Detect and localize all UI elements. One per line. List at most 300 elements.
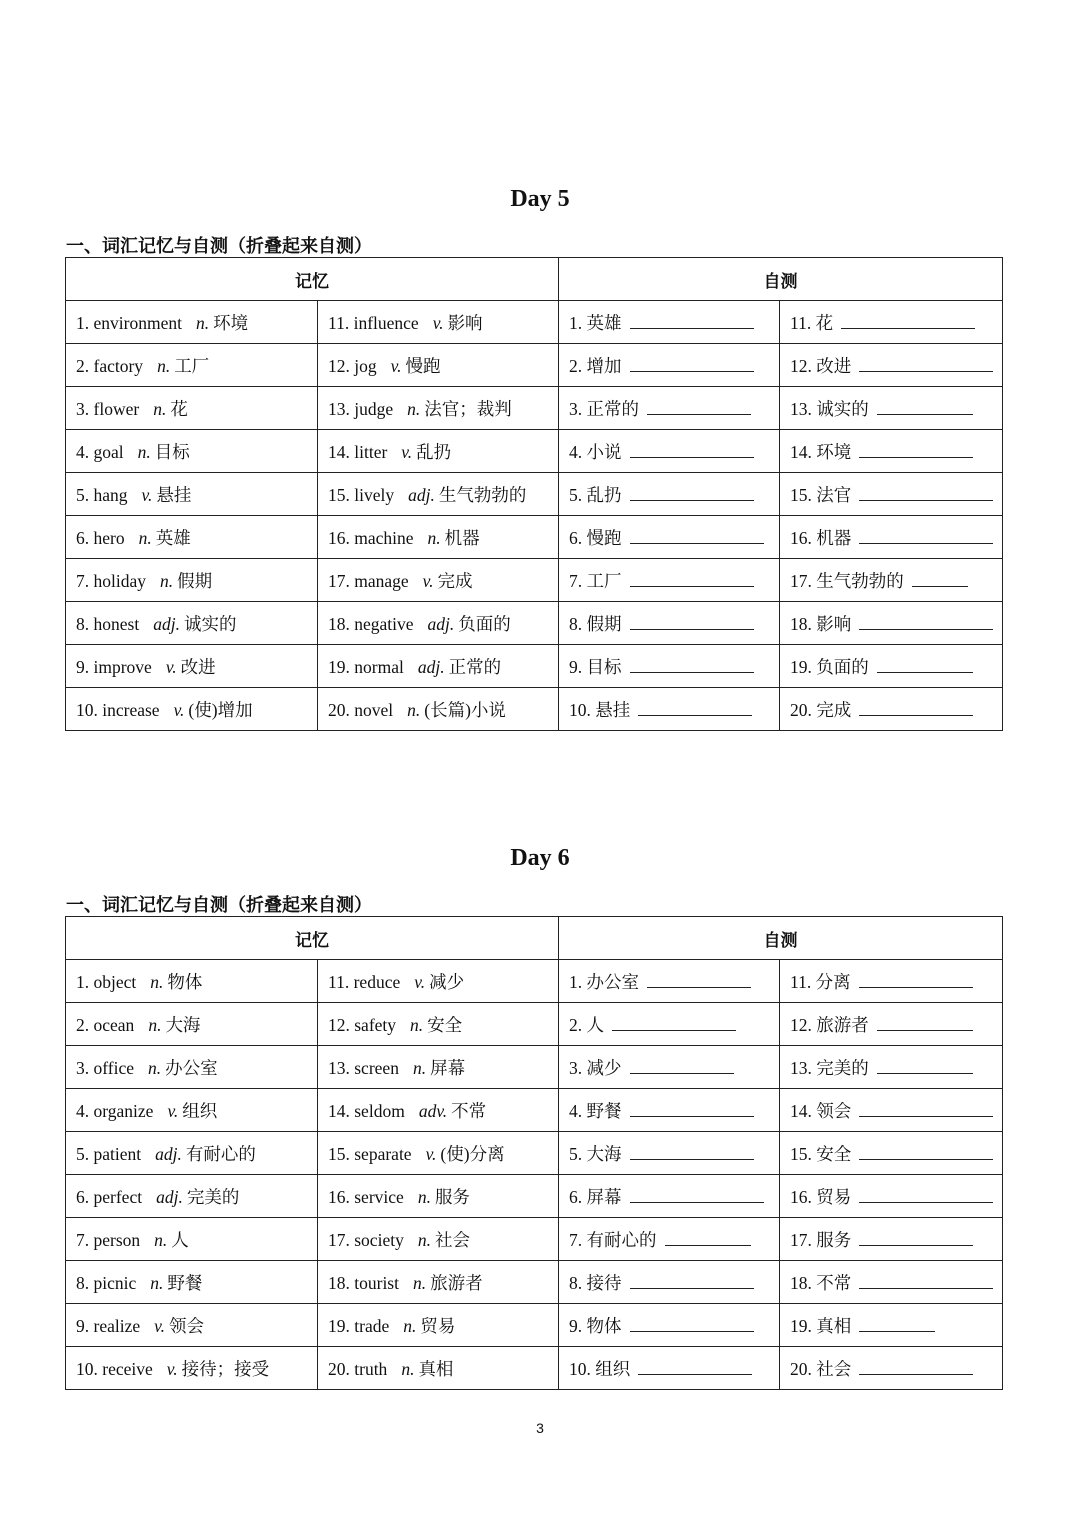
part-of-speech: v. bbox=[167, 1100, 179, 1121]
memory-cell bbox=[318, 516, 559, 559]
vocab-meaning: 服务 bbox=[434, 1186, 470, 1207]
memory-cell bbox=[66, 1046, 318, 1089]
part-of-speech: v. bbox=[166, 1358, 178, 1379]
self-test-prompt: 6. 慢跑 bbox=[569, 527, 622, 548]
self-test-cell bbox=[559, 1003, 780, 1046]
table-row bbox=[66, 1175, 1003, 1218]
self-test-prompt: 13. 完美的 bbox=[790, 1057, 869, 1078]
vocab-meaning: 法官；裁判 bbox=[424, 398, 512, 419]
self-test-prompt: 1. 英雄 bbox=[569, 312, 622, 333]
self-test-cell bbox=[780, 960, 1003, 1003]
self-test-prompt: 2. 增加 bbox=[569, 355, 622, 376]
answer-blank[interactable] bbox=[630, 312, 754, 329]
part-of-speech: n. bbox=[150, 1272, 164, 1293]
memory-cell bbox=[318, 301, 559, 344]
self-test-prompt: 1. 办公室 bbox=[569, 971, 639, 992]
answer-blank[interactable] bbox=[859, 1229, 973, 1246]
memory-cell bbox=[66, 1132, 318, 1175]
vocab-meaning: 屏幕 bbox=[430, 1057, 466, 1078]
self-test-prompt: 4. 小说 bbox=[569, 441, 622, 462]
answer-blank[interactable] bbox=[630, 527, 764, 544]
self-test-cell bbox=[559, 1046, 780, 1089]
table-row bbox=[66, 602, 1003, 645]
part-of-speech: v. bbox=[414, 971, 426, 992]
memory-cell bbox=[66, 1304, 318, 1347]
self-test-prompt: 5. 大海 bbox=[569, 1143, 622, 1164]
memory-cell bbox=[318, 387, 559, 430]
part-of-speech: n. bbox=[407, 699, 421, 720]
vocab-word: 6. hero bbox=[76, 527, 125, 548]
memory-cell bbox=[318, 1261, 559, 1304]
memory-cell bbox=[66, 516, 318, 559]
answer-blank[interactable] bbox=[665, 1229, 751, 1246]
part-of-speech: v. bbox=[401, 441, 413, 462]
vocab-meaning: 工厂 bbox=[174, 355, 210, 376]
vocab-meaning: 贸易 bbox=[420, 1315, 456, 1336]
self-test-prompt: 8. 假期 bbox=[569, 613, 622, 634]
answer-blank[interactable] bbox=[612, 1014, 736, 1031]
vocab-word: 17. society bbox=[328, 1229, 404, 1250]
self-test-prompt: 13. 诚实的 bbox=[790, 398, 869, 419]
vocab-meaning: 悬挂 bbox=[156, 484, 192, 505]
self-test-cell bbox=[780, 1304, 1003, 1347]
answer-blank[interactable] bbox=[877, 398, 973, 415]
vocab-word: 2. factory bbox=[76, 355, 144, 376]
vocab-word: 6. perfect bbox=[76, 1186, 143, 1207]
table-header-row bbox=[66, 258, 1003, 301]
self-test-prompt: 6. 屏幕 bbox=[569, 1186, 622, 1207]
memory-cell bbox=[66, 1003, 318, 1046]
vocab-meaning: 乱扔 bbox=[416, 441, 452, 462]
self-test-prompt: 12. 旅游者 bbox=[790, 1014, 869, 1035]
vocab-meaning: 假期 bbox=[177, 570, 213, 591]
self-test-prompt: 20. 社会 bbox=[790, 1358, 852, 1379]
vocab-meaning: 大海 bbox=[165, 1014, 201, 1035]
answer-blank[interactable] bbox=[638, 1358, 752, 1375]
page-number: 3 bbox=[536, 1420, 544, 1436]
answer-blank[interactable] bbox=[630, 1100, 754, 1117]
table-row bbox=[66, 1261, 1003, 1304]
table-row bbox=[66, 645, 1003, 688]
memory-cell bbox=[318, 1304, 559, 1347]
answer-blank[interactable] bbox=[859, 699, 973, 716]
memory-cell bbox=[66, 960, 318, 1003]
part-of-speech: n. bbox=[157, 355, 171, 376]
part-of-speech: adj. bbox=[417, 656, 445, 677]
answer-blank[interactable] bbox=[859, 1358, 973, 1375]
vocab-word: 12. jog bbox=[328, 355, 377, 376]
self-test-prompt: 14. 领会 bbox=[790, 1100, 852, 1121]
part-of-speech: n. bbox=[154, 1229, 168, 1250]
answer-blank[interactable] bbox=[630, 1057, 734, 1074]
part-of-speech: v. bbox=[141, 484, 153, 505]
answer-blank[interactable] bbox=[859, 1100, 993, 1117]
vocab-meaning: 诚实的 bbox=[183, 613, 237, 634]
part-of-speech: n. bbox=[412, 1057, 427, 1078]
self-test-cell bbox=[780, 1046, 1003, 1089]
vocab-word: 1. object bbox=[76, 971, 137, 992]
test-header: 自测 bbox=[559, 917, 1003, 960]
self-test-cell bbox=[559, 1175, 780, 1218]
self-test-cell bbox=[780, 430, 1003, 473]
vocab-meaning: 组织 bbox=[182, 1100, 218, 1121]
vocab-word: 14. seldom bbox=[328, 1100, 405, 1121]
part-of-speech: adj. bbox=[153, 613, 180, 634]
table-row bbox=[66, 473, 1003, 516]
memory-header: 记忆 bbox=[66, 258, 559, 301]
vocab-word: 5. hang bbox=[76, 484, 128, 505]
table-row bbox=[66, 1046, 1003, 1089]
part-of-speech: v. bbox=[422, 570, 434, 591]
answer-blank[interactable] bbox=[859, 1186, 993, 1203]
table-row bbox=[66, 1132, 1003, 1175]
part-of-speech: n. bbox=[148, 1057, 162, 1078]
self-test-prompt: 14. 环境 bbox=[790, 441, 852, 462]
memory-cell bbox=[66, 344, 318, 387]
memory-cell bbox=[318, 960, 559, 1003]
self-test-cell bbox=[780, 1089, 1003, 1132]
day-6-vocab-table bbox=[65, 916, 1003, 1390]
self-test-cell bbox=[780, 1347, 1003, 1390]
answer-blank[interactable] bbox=[630, 656, 754, 673]
day-6-section-heading: 一、词汇记忆与自测（折叠起来自测） bbox=[66, 895, 372, 916]
vocab-word: 18. negative bbox=[328, 613, 414, 634]
answer-blank[interactable] bbox=[859, 971, 973, 988]
part-of-speech: n. bbox=[148, 1014, 162, 1035]
self-test-prompt: 2. 人 bbox=[569, 1014, 604, 1035]
vocab-meaning: 花 bbox=[170, 398, 188, 419]
vocab-word: 16. service bbox=[328, 1186, 404, 1207]
vocab-meaning: 社会 bbox=[434, 1229, 470, 1250]
self-test-cell bbox=[780, 473, 1003, 516]
answer-blank[interactable] bbox=[630, 1186, 764, 1203]
vocab-meaning: 英雄 bbox=[155, 527, 191, 548]
self-test-cell bbox=[559, 516, 780, 559]
table-row bbox=[66, 516, 1003, 559]
vocab-word: 7. holiday bbox=[76, 570, 146, 591]
vocab-word: 8. picnic bbox=[76, 1272, 137, 1293]
vocab-word: 15. separate bbox=[328, 1143, 412, 1164]
self-test-prompt: 15. 法官 bbox=[790, 484, 852, 505]
vocab-meaning: 减少 bbox=[429, 971, 465, 992]
memory-cell bbox=[66, 1347, 318, 1390]
vocab-word: 19. normal bbox=[328, 656, 404, 677]
answer-blank[interactable] bbox=[630, 1272, 754, 1289]
memory-cell bbox=[66, 602, 318, 645]
answer-blank[interactable] bbox=[912, 570, 968, 587]
answer-blank[interactable] bbox=[630, 484, 754, 501]
vocab-meaning: 办公室 bbox=[165, 1057, 218, 1078]
vocab-word: 3. office bbox=[76, 1057, 134, 1078]
vocab-meaning: 机器 bbox=[444, 527, 480, 548]
vocab-word: 4. organize bbox=[76, 1100, 154, 1121]
table-row bbox=[66, 430, 1003, 473]
memory-cell bbox=[66, 1218, 318, 1261]
self-test-cell bbox=[559, 387, 780, 430]
answer-blank[interactable] bbox=[859, 1143, 993, 1160]
memory-cell bbox=[66, 473, 318, 516]
vocab-word: 20. truth bbox=[328, 1358, 388, 1379]
self-test-prompt: 17. 服务 bbox=[790, 1229, 852, 1250]
memory-cell bbox=[318, 1089, 559, 1132]
memory-cell bbox=[66, 559, 318, 602]
vocab-word: 16. machine bbox=[328, 527, 414, 548]
vocab-meaning: 真相 bbox=[418, 1358, 454, 1379]
vocab-word: 13. screen bbox=[328, 1057, 399, 1078]
answer-blank[interactable] bbox=[859, 527, 993, 544]
answer-blank[interactable] bbox=[859, 441, 973, 458]
memory-cell bbox=[66, 1261, 318, 1304]
table-row bbox=[66, 301, 1003, 344]
self-test-prompt: 10. 组织 bbox=[569, 1358, 631, 1379]
self-test-cell bbox=[559, 344, 780, 387]
part-of-speech: v. bbox=[154, 1315, 165, 1336]
table-row bbox=[66, 1218, 1003, 1261]
vocab-meaning: 环境 bbox=[213, 312, 249, 333]
self-test-prompt: 16. 机器 bbox=[790, 527, 852, 548]
day-5-vocab-table bbox=[65, 257, 1003, 731]
self-test-prompt: 19. 负面的 bbox=[790, 656, 869, 677]
self-test-prompt: 19. 真相 bbox=[790, 1315, 852, 1336]
table-row bbox=[66, 688, 1003, 731]
vocab-word: 18. tourist bbox=[328, 1272, 399, 1293]
part-of-speech: adj. bbox=[155, 1143, 182, 1164]
vocab-word: 5. patient bbox=[76, 1143, 142, 1164]
self-test-cell bbox=[780, 387, 1003, 430]
answer-blank[interactable] bbox=[630, 613, 754, 630]
self-test-cell bbox=[559, 645, 780, 688]
self-test-cell bbox=[780, 1132, 1003, 1175]
answer-blank[interactable] bbox=[638, 699, 752, 716]
part-of-speech: n. bbox=[137, 441, 151, 462]
answer-blank[interactable] bbox=[630, 441, 754, 458]
table-row bbox=[66, 387, 1003, 430]
part-of-speech: n. bbox=[195, 312, 210, 333]
table-row bbox=[66, 344, 1003, 387]
part-of-speech: n. bbox=[403, 1315, 417, 1336]
vocab-meaning: 正常的 bbox=[448, 656, 502, 677]
vocab-word: 15. lively bbox=[328, 484, 395, 505]
vocab-meaning: 接待；接受 bbox=[181, 1358, 270, 1379]
self-test-cell bbox=[559, 602, 780, 645]
memory-cell bbox=[318, 688, 559, 731]
memory-cell bbox=[66, 1175, 318, 1218]
test-header: 自测 bbox=[559, 258, 1003, 301]
answer-blank[interactable] bbox=[841, 312, 975, 329]
self-test-cell bbox=[780, 301, 1003, 344]
self-test-cell bbox=[780, 516, 1003, 559]
self-test-prompt: 4. 野餐 bbox=[569, 1100, 622, 1121]
memory-cell bbox=[318, 344, 559, 387]
vocab-word: 9. realize bbox=[76, 1315, 141, 1336]
memory-cell bbox=[66, 1089, 318, 1132]
vocab-word: 7. person bbox=[76, 1229, 141, 1250]
vocab-meaning: (使)增加 bbox=[188, 699, 253, 720]
part-of-speech: v. bbox=[173, 699, 185, 720]
part-of-speech: n. bbox=[410, 1014, 424, 1035]
vocab-meaning: 有耐心的 bbox=[185, 1143, 256, 1164]
vocab-meaning: 完美的 bbox=[186, 1186, 240, 1207]
memory-header: 记忆 bbox=[66, 917, 559, 960]
memory-cell bbox=[318, 1218, 559, 1261]
part-of-speech: v. bbox=[390, 355, 402, 376]
part-of-speech: v. bbox=[165, 656, 177, 677]
memory-cell bbox=[66, 688, 318, 731]
memory-cell bbox=[318, 559, 559, 602]
vocab-meaning: 领会 bbox=[168, 1315, 204, 1336]
part-of-speech: n. bbox=[412, 1272, 427, 1293]
part-of-speech: v. bbox=[425, 1143, 437, 1164]
vocab-meaning: 不常 bbox=[451, 1100, 487, 1121]
self-test-cell bbox=[559, 1261, 780, 1304]
vocab-word: 17. manage bbox=[328, 570, 409, 591]
self-test-prompt: 11. 分离 bbox=[790, 971, 851, 992]
vocab-word: 2. ocean bbox=[76, 1014, 135, 1035]
vocab-meaning: 人 bbox=[171, 1229, 189, 1250]
self-test-cell bbox=[780, 645, 1003, 688]
vocab-meaning: 物体 bbox=[167, 971, 203, 992]
vocab-word: 3. flower bbox=[76, 398, 140, 419]
part-of-speech: n. bbox=[417, 1186, 431, 1207]
self-test-prompt: 9. 目标 bbox=[569, 656, 622, 677]
part-of-speech: n. bbox=[150, 971, 164, 992]
self-test-cell bbox=[559, 430, 780, 473]
vocab-meaning: 慢跑 bbox=[405, 355, 441, 376]
part-of-speech: n. bbox=[417, 1229, 431, 1250]
self-test-cell bbox=[780, 344, 1003, 387]
memory-cell bbox=[318, 430, 559, 473]
answer-blank[interactable] bbox=[877, 1057, 973, 1074]
memory-cell bbox=[318, 1175, 559, 1218]
table-row bbox=[66, 1347, 1003, 1390]
memory-cell bbox=[318, 1046, 559, 1089]
answer-blank[interactable] bbox=[877, 1014, 973, 1031]
vocab-word: 11. reduce bbox=[328, 971, 401, 992]
vocab-word: 10. receive bbox=[76, 1358, 153, 1379]
memory-cell bbox=[318, 1003, 559, 1046]
table-header-row bbox=[66, 917, 1003, 960]
answer-blank[interactable] bbox=[647, 398, 751, 415]
answer-blank[interactable] bbox=[859, 355, 993, 372]
self-test-prompt: 12. 改进 bbox=[790, 355, 852, 376]
self-test-cell bbox=[780, 602, 1003, 645]
answer-blank[interactable] bbox=[877, 656, 973, 673]
part-of-speech: adj. bbox=[427, 613, 455, 634]
self-test-prompt: 18. 不常 bbox=[790, 1272, 852, 1293]
part-of-speech: n. bbox=[153, 398, 167, 419]
memory-cell bbox=[66, 301, 318, 344]
table-row bbox=[66, 1304, 1003, 1347]
day-6-title: Day 6 bbox=[510, 845, 570, 871]
answer-blank[interactable] bbox=[647, 971, 751, 988]
day-5-section-heading: 一、词汇记忆与自测（折叠起来自测） bbox=[66, 236, 372, 257]
self-test-prompt: 9. 物体 bbox=[569, 1315, 622, 1336]
self-test-prompt: 18. 影响 bbox=[790, 613, 852, 634]
self-test-prompt: 15. 安全 bbox=[790, 1143, 852, 1164]
memory-cell bbox=[66, 387, 318, 430]
self-test-cell bbox=[559, 1347, 780, 1390]
self-test-prompt: 11. 花 bbox=[790, 312, 834, 333]
part-of-speech: adj. bbox=[408, 484, 435, 505]
memory-cell bbox=[318, 1132, 559, 1175]
vocab-word: 20. novel bbox=[328, 699, 394, 720]
part-of-speech: adj. bbox=[156, 1186, 183, 1207]
self-test-cell bbox=[780, 1218, 1003, 1261]
part-of-speech: n. bbox=[160, 570, 174, 591]
memory-cell bbox=[318, 602, 559, 645]
self-test-cell bbox=[780, 559, 1003, 602]
self-test-prompt: 20. 完成 bbox=[790, 699, 852, 720]
answer-blank[interactable] bbox=[630, 570, 754, 587]
answer-blank[interactable] bbox=[859, 613, 993, 630]
self-test-cell bbox=[780, 1175, 1003, 1218]
self-test-cell bbox=[559, 559, 780, 602]
vocab-word: 12. safety bbox=[328, 1014, 397, 1035]
self-test-cell bbox=[559, 960, 780, 1003]
answer-blank[interactable] bbox=[630, 1143, 754, 1160]
memory-cell bbox=[318, 1347, 559, 1390]
self-test-prompt: 16. 贸易 bbox=[790, 1186, 852, 1207]
vocab-word: 8. honest bbox=[76, 613, 140, 634]
self-test-prompt: 3. 正常的 bbox=[569, 398, 639, 419]
part-of-speech: adv. bbox=[418, 1100, 448, 1121]
self-test-cell bbox=[559, 1218, 780, 1261]
self-test-cell bbox=[780, 1003, 1003, 1046]
answer-blank[interactable] bbox=[630, 355, 754, 372]
vocab-meaning: 生气勃勃的 bbox=[438, 484, 527, 505]
vocab-meaning: 目标 bbox=[154, 441, 190, 462]
self-test-prompt: 8. 接待 bbox=[569, 1272, 622, 1293]
self-test-cell bbox=[559, 1304, 780, 1347]
self-test-prompt: 17. 生气勃勃的 bbox=[790, 570, 904, 591]
vocab-word: 19. trade bbox=[328, 1315, 390, 1336]
answer-blank[interactable] bbox=[859, 1315, 935, 1332]
vocab-word: 9. improve bbox=[76, 656, 152, 677]
vocab-word: 11. influence bbox=[328, 312, 419, 333]
memory-cell bbox=[318, 645, 559, 688]
vocab-meaning: 完成 bbox=[437, 570, 473, 591]
part-of-speech: n. bbox=[401, 1358, 415, 1379]
self-test-cell bbox=[559, 1132, 780, 1175]
vocab-meaning: (使)分离 bbox=[440, 1143, 505, 1164]
table-row bbox=[66, 960, 1003, 1003]
self-test-prompt: 10. 悬挂 bbox=[569, 699, 631, 720]
self-test-cell bbox=[559, 301, 780, 344]
vocab-meaning: 安全 bbox=[427, 1014, 463, 1035]
answer-blank[interactable] bbox=[859, 1272, 993, 1289]
self-test-prompt: 3. 减少 bbox=[569, 1057, 622, 1078]
memory-cell bbox=[66, 430, 318, 473]
vocab-word: 13. judge bbox=[328, 398, 394, 419]
vocab-word: 1. environment bbox=[76, 312, 182, 333]
self-test-cell bbox=[559, 473, 780, 516]
table-row bbox=[66, 1089, 1003, 1132]
memory-cell bbox=[318, 473, 559, 516]
vocab-meaning: 影响 bbox=[447, 312, 483, 333]
part-of-speech: v. bbox=[432, 312, 444, 333]
part-of-speech: n. bbox=[427, 527, 441, 548]
self-test-cell bbox=[559, 1089, 780, 1132]
part-of-speech: n. bbox=[138, 527, 152, 548]
table-row bbox=[66, 559, 1003, 602]
vocab-meaning: 负面的 bbox=[458, 613, 511, 634]
table-row bbox=[66, 1003, 1003, 1046]
answer-blank[interactable] bbox=[630, 1315, 754, 1332]
answer-blank[interactable] bbox=[859, 484, 993, 501]
day-5-title: Day 5 bbox=[510, 186, 570, 212]
memory-cell bbox=[66, 645, 318, 688]
part-of-speech: n. bbox=[407, 398, 421, 419]
